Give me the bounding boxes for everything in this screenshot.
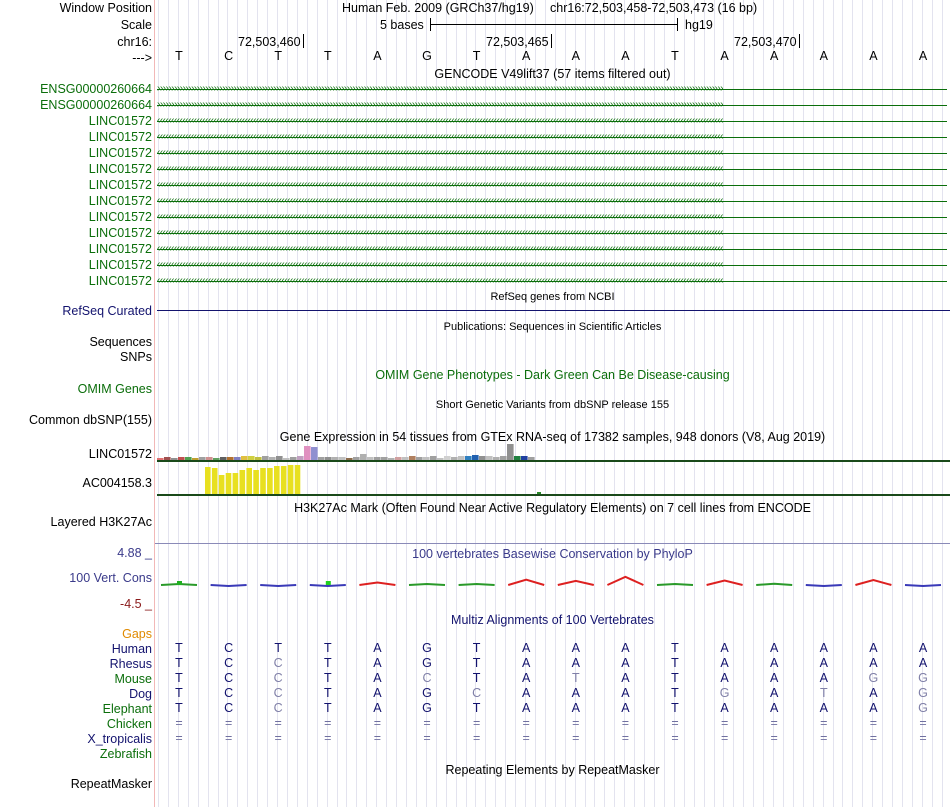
multiz-species-label[interactable]: Dog — [129, 687, 152, 701]
gtex-expression-chart[interactable] — [155, 440, 950, 500]
multiz-base: T — [323, 641, 332, 655]
gtex-ac-bar[interactable] — [295, 465, 301, 494]
scale-bar — [430, 24, 678, 25]
gtex-ac-bar[interactable] — [226, 473, 232, 494]
multiz-base: A — [819, 671, 828, 685]
gtex-linc-bar[interactable] — [514, 456, 521, 460]
multiz-base: = — [274, 716, 282, 730]
gencode-gene-label[interactable]: LINC01572 — [88, 274, 152, 288]
sequence-base: G — [422, 49, 432, 63]
gtex-linc-bar[interactable] — [409, 456, 416, 460]
scale-bar-left-cap — [430, 18, 431, 31]
sequence-base: A — [770, 49, 779, 63]
multiz-base: A — [621, 671, 630, 685]
conservation-mark — [310, 585, 346, 586]
gtex-linc-bar[interactable] — [213, 458, 220, 460]
multiz-base: = — [175, 731, 183, 745]
gtex-linc-bar[interactable] — [248, 456, 255, 460]
gtex-linc-bar[interactable] — [234, 457, 241, 460]
gtex-linc-bar[interactable] — [164, 457, 171, 460]
gencode-gene-label[interactable]: LINC01572 — [88, 258, 152, 272]
gtex-linc-bar[interactable] — [479, 456, 486, 460]
multiz-base: T — [571, 671, 580, 685]
multiz-base: T — [274, 641, 282, 655]
gencode-gene-line[interactable]: ‹‹‹‹‹‹‹‹‹‹‹‹‹‹‹‹‹‹‹‹‹‹‹‹‹‹‹‹‹‹‹‹‹‹‹‹‹‹‹‹‹‹‹‹‹‹‹‹‹‹‹‹‹‹‹‹‹‹‹‹‹‹‹‹‹‹‹‹‹‹‹‹‹‹‹‹‹‹‹‹‹‹‹‹‹‹‹‹‹‹‹‹‹‹‹‹‹‹‹‹‹‹‹‹‹‹‹‹‹‹‹‹‹‹‹‹‹‹‹‹‹‹‹‹‹‹‹‹‹‹‹‹‹‹‹‹‹‹‹‹‹‹‹‹‹‹‹‹‹‹‹‹‹‹‹‹‹‹‹‹‹‹‹‹‹‹‹‹‹‹‹‹‹‹‹‹‹‹‹‹‹‹‹‹‹‹‹‹‹‹‹‹‹‹‹‹‹‹‹‹ — [157, 228, 947, 238]
gtex-linc-bar[interactable] — [374, 457, 381, 460]
gtex-linc-bar[interactable] — [192, 458, 199, 460]
conservation-track-title[interactable]: 100 vertebrates Basewise Conservation by PhyloP — [412, 547, 693, 561]
multiz-base: G — [422, 686, 432, 700]
gtex-linc-bar[interactable] — [444, 456, 451, 460]
multiz-base: = — [770, 731, 778, 745]
gtex-linc-bar[interactable] — [206, 457, 213, 460]
multiz-base: C — [273, 686, 283, 700]
multiz-base: = — [423, 716, 431, 730]
refseq-track-title[interactable]: RefSeq genes from NCBI — [490, 291, 615, 303]
multiz-base: A — [571, 701, 580, 715]
multiz-base: C — [224, 686, 234, 700]
conservation-mark — [459, 584, 495, 585]
gtex-ac-bar[interactable] — [260, 468, 266, 494]
conservation-mark — [806, 585, 842, 586]
multiz-base: A — [373, 671, 382, 685]
gencode-gene-label[interactable]: LINC01572 — [88, 130, 152, 144]
omim-track-title[interactable]: OMIM Gene Phenotypes - Dark Green Can Be Disease-causing — [375, 368, 730, 382]
gtex-linc-bar[interactable] — [262, 456, 269, 460]
gtex-linc-bar[interactable] — [276, 456, 283, 460]
window-position-label[interactable]: Window Position — [59, 1, 152, 15]
gtex-linc-bar[interactable] — [465, 456, 472, 460]
gtex-ac-bar[interactable] — [281, 466, 287, 494]
multiz-base: = — [820, 716, 828, 730]
scale-label[interactable]: Scale — [120, 18, 152, 32]
refseq-track-label[interactable]: RefSeq Curated — [62, 304, 152, 318]
multiz-base: G — [918, 686, 928, 700]
gtex-linc-bar[interactable] — [255, 457, 262, 460]
multiz-base: = — [720, 716, 729, 730]
gtex-linc-bar[interactable] — [346, 458, 353, 460]
multiz-base: T — [472, 671, 481, 685]
gtex-linc-bar[interactable] — [332, 457, 339, 460]
gtex-linc-bar[interactable] — [269, 457, 276, 460]
multiz-track-title[interactable]: Multiz Alignments of 100 Vertebrates — [451, 613, 654, 627]
multiz-base: A — [373, 641, 382, 655]
gtex-linc-bar[interactable] — [395, 457, 402, 460]
conservation-mark-small — [326, 581, 331, 585]
h3k27ac-track-label[interactable]: Layered H3K27Ac — [50, 515, 152, 529]
multiz-base: C — [224, 671, 234, 685]
gtex-linc-bar[interactable] — [304, 446, 311, 460]
multiz-species-label[interactable]: Human — [111, 642, 152, 656]
conservation-mark — [707, 580, 743, 585]
multiz-base: A — [621, 656, 630, 670]
gencode-gene-label[interactable]: LINC01572 — [88, 178, 152, 192]
multiz-base: T — [671, 641, 679, 655]
gtex-baseline-2 — [157, 494, 950, 496]
multiz-base: T — [671, 656, 679, 670]
gtex-linc-bar[interactable] — [339, 457, 346, 460]
gencode-gene-label[interactable]: LINC01572 — [88, 242, 152, 256]
sequence-base: C — [224, 49, 234, 63]
gtex-linc-bar[interactable] — [178, 457, 185, 460]
coord-tick-3 — [799, 34, 800, 48]
gencode-gene-line[interactable]: ›››››››››››››››››››››››››››››››››››››››››››››››››››››››››››››››››››››››››››››››››››››››››››››››››››››››››››››››››››››››››››››››››››››››››››››››››››››››››››››››››››››››››››››››››››››››››››››››››››››››› — [157, 100, 947, 110]
gencode-gene-line[interactable]: ‹‹‹‹‹‹‹‹‹‹‹‹‹‹‹‹‹‹‹‹‹‹‹‹‹‹‹‹‹‹‹‹‹‹‹‹‹‹‹‹‹‹‹‹‹‹‹‹‹‹‹‹‹‹‹‹‹‹‹‹‹‹‹‹‹‹‹‹‹‹‹‹‹‹‹‹‹‹‹‹‹‹‹‹‹‹‹‹‹‹‹‹‹‹‹‹‹‹‹‹‹‹‹‹‹‹‹‹‹‹‹‹‹‹‹‹‹‹‹‹‹‹‹‹‹‹‹‹‹‹‹‹‹‹‹‹‹‹‹‹‹‹‹‹‹‹‹‹‹‹‹‹‹‹‹‹‹‹‹‹‹‹‹‹‹‹‹‹‹‹‹‹‹‹‹‹‹‹‹‹‹‹‹‹‹‹‹‹‹‹‹‹‹‹‹‹‹‹‹‹ — [157, 116, 947, 126]
multiz-base: T — [472, 701, 481, 715]
multiz-base: = — [373, 716, 382, 730]
multiz-base: A — [770, 671, 779, 685]
multiz-base: T — [472, 641, 481, 655]
gtex-ac-bar[interactable] — [233, 473, 239, 494]
gtex-linc-bar[interactable] — [227, 457, 234, 460]
conservation-mark — [409, 584, 445, 585]
repeatmasker-track-label[interactable]: RepeatMasker — [70, 777, 152, 791]
gtex-linc-bar[interactable] — [318, 457, 325, 460]
gtex-linc-bar[interactable] — [290, 457, 297, 460]
gencode-gene-line[interactable]: ‹‹‹‹‹‹‹‹‹‹‹‹‹‹‹‹‹‹‹‹‹‹‹‹‹‹‹‹‹‹‹‹‹‹‹‹‹‹‹‹‹‹‹‹‹‹‹‹‹‹‹‹‹‹‹‹‹‹‹‹‹‹‹‹‹‹‹‹‹‹‹‹‹‹‹‹‹‹‹‹‹‹‹‹‹‹‹‹‹‹‹‹‹‹‹‹‹‹‹‹‹‹‹‹‹‹‹‹‹‹‹‹‹‹‹‹‹‹‹‹‹‹‹‹‹‹‹‹‹‹‹‹‹‹‹‹‹‹‹‹‹‹‹‹‹‹‹‹‹‹‹‹‹‹‹‹‹‹‹‹‹‹‹‹‹‹‹‹‹‹‹‹‹‹‹‹‹‹‹‹‹‹‹‹‹‹‹‹‹‹‹‹‹‹‹‹‹‹‹‹ — [157, 244, 947, 254]
multiz-base: A — [522, 686, 531, 700]
multiz-base: G — [422, 656, 432, 670]
gtex-label-linc01572[interactable]: LINC01572 — [88, 447, 152, 461]
gencode-gene-line[interactable]: ‹‹‹‹‹‹‹‹‹‹‹‹‹‹‹‹‹‹‹‹‹‹‹‹‹‹‹‹‹‹‹‹‹‹‹‹‹‹‹‹‹‹‹‹‹‹‹‹‹‹‹‹‹‹‹‹‹‹‹‹‹‹‹‹‹‹‹‹‹‹‹‹‹‹‹‹‹‹‹‹‹‹‹‹‹‹‹‹‹‹‹‹‹‹‹‹‹‹‹‹‹‹‹‹‹‹‹‹‹‹‹‹‹‹‹‹‹‹‹‹‹‹‹‹‹‹‹‹‹‹‹‹‹‹‹‹‹‹‹‹‹‹‹‹‹‹‹‹‹‹‹‹‹‹‹‹‹‹‹‹‹‹‹‹‹‹‹‹‹‹‹‹‹‹‹‹‹‹‹‹‹‹‹‹‹‹‹‹‹‹‹‹‹‹‹‹‹‹‹‹ — [157, 132, 947, 142]
gtex-ac-bar[interactable] — [240, 470, 246, 494]
gtex-linc-bar[interactable] — [493, 457, 500, 460]
gencode-gene-label[interactable]: LINC01572 — [88, 146, 152, 160]
gtex-ac-bar[interactable] — [205, 467, 211, 494]
sequence-base: A — [720, 49, 729, 63]
gtex-linc-bar[interactable] — [500, 456, 507, 460]
sequence-base: T — [323, 49, 332, 63]
multiz-base: A — [621, 686, 630, 700]
sequence-base: T — [274, 49, 282, 63]
multiz-base: T — [323, 671, 332, 685]
coord-label-1: 72,503,460 — [238, 35, 301, 49]
multiz-base: = — [472, 716, 481, 730]
multiz-base: A — [522, 656, 531, 670]
multiz-base: C — [472, 686, 482, 700]
sequence-base: A — [571, 49, 580, 63]
gtex-linc-bar[interactable] — [367, 457, 374, 460]
multiz-base: T — [323, 686, 332, 700]
assembly-text: Human Feb. 2009 (GRCh37/hg19) — [342, 1, 534, 15]
multiz-base: G — [422, 641, 432, 655]
gtex-linc-bar[interactable] — [528, 457, 535, 460]
multiz-base: = — [621, 716, 630, 730]
multiz-base: = — [572, 716, 580, 730]
multiz-base: G — [868, 671, 879, 685]
multiz-base: = — [175, 716, 183, 730]
sequence-base: T — [671, 49, 679, 63]
gtex-linc-bar[interactable] — [353, 457, 360, 460]
conservation-mark-small — [177, 581, 182, 585]
multiz-base: C — [273, 701, 283, 715]
sequence-base: A — [819, 49, 828, 63]
gtex-linc-bar[interactable] — [297, 456, 304, 460]
repeatmasker-track-title[interactable]: Repeating Elements by RepeatMasker — [445, 763, 660, 777]
conservation-mark — [905, 585, 941, 586]
gencode-track-title[interactable]: GENCODE V49lift37 (57 items filtered out) — [434, 67, 671, 81]
multiz-base: A — [918, 656, 928, 670]
multiz-base: T — [175, 686, 183, 700]
multiz-base: T — [175, 701, 183, 715]
multiz-species-label[interactable]: Zebrafish — [99, 747, 152, 761]
h3k27ac-track-title[interactable]: H3K27Ac Mark (Often Found Near Active Regulatory Elements) on 7 cell lines from ENCODE — [294, 501, 811, 515]
gtex-ac-bar[interactable] — [274, 466, 280, 494]
gtex-linc-bar[interactable] — [360, 454, 367, 460]
multiz-base: T — [323, 701, 332, 715]
multiz-base: G — [719, 686, 730, 700]
multiz-base: A — [522, 641, 531, 655]
multiz-base: = — [373, 731, 382, 745]
gtex-linc-bar[interactable] — [437, 458, 444, 460]
multiz-base: A — [770, 656, 779, 670]
multiz-base: T — [819, 686, 828, 700]
conservation-mark — [558, 581, 594, 585]
multiz-base: = — [671, 716, 679, 730]
multiz-base: A — [373, 656, 382, 670]
h3k27ac-baseline — [155, 543, 950, 544]
gtex-track-title[interactable]: Gene Expression in 54 tissues from GTEx RNA-seq of 17382 samples, 948 donors (V8, Aug 2019) — [279, 430, 826, 444]
gtex-ac-bar-small[interactable] — [537, 492, 541, 494]
gtex-linc-bar[interactable] — [486, 456, 493, 460]
conservation-mark — [260, 585, 296, 586]
chrom-label[interactable]: chr16: — [117, 35, 152, 49]
gtex-linc-bar[interactable] — [416, 457, 423, 460]
conservation-max-label: 4.88 _ — [117, 546, 152, 560]
multiz-base: A — [918, 641, 928, 655]
multiz-base: = — [820, 731, 828, 745]
gtex-linc-bar[interactable] — [325, 457, 332, 460]
sequence-base: A — [522, 49, 531, 63]
multiz-base: G — [918, 701, 928, 715]
multiz-base: G — [918, 671, 928, 685]
multiz-base: A — [373, 701, 382, 715]
gtex-ac-bar[interactable] — [288, 465, 294, 494]
sequence-base: A — [373, 49, 382, 63]
multiz-base: C — [224, 656, 234, 670]
gtex-linc-bar[interactable] — [157, 458, 164, 460]
multiz-base: C — [273, 671, 283, 685]
multiz-base: A — [720, 701, 729, 715]
gtex-linc-bar[interactable] — [507, 444, 514, 460]
multiz-base: = — [720, 731, 729, 745]
multiz-base: A — [621, 701, 630, 715]
sequence-base: A — [869, 49, 878, 63]
multiz-species-label[interactable]: X_tropicalis — [87, 732, 152, 746]
multiz-base: A — [522, 671, 531, 685]
gtex-linc-bar[interactable] — [472, 455, 479, 460]
multiz-base: T — [671, 671, 679, 685]
gtex-linc-bar[interactable] — [311, 447, 318, 460]
multiz-base: = — [671, 731, 679, 745]
coord-label-2: 72,503,465 — [486, 35, 549, 49]
sequences-track-label[interactable]: Sequences — [89, 335, 152, 349]
multiz-base: = — [522, 716, 530, 730]
multiz-base: A — [770, 701, 779, 715]
gtex-ac-bar[interactable] — [246, 468, 252, 494]
multiz-base: T — [671, 686, 679, 700]
gtex-linc-bar[interactable] — [451, 457, 458, 460]
gencode-gene-line[interactable]: ‹‹‹‹‹‹‹‹‹‹‹‹‹‹‹‹‹‹‹‹‹‹‹‹‹‹‹‹‹‹‹‹‹‹‹‹‹‹‹‹‹‹‹‹‹‹‹‹‹‹‹‹‹‹‹‹‹‹‹‹‹‹‹‹‹‹‹‹‹‹‹‹‹‹‹‹‹‹‹‹‹‹‹‹‹‹‹‹‹‹‹‹‹‹‹‹‹‹‹‹‹‹‹‹‹‹‹‹‹‹‹‹‹‹‹‹‹‹‹‹‹‹‹‹‹‹‹‹‹‹‹‹‹‹‹‹‹‹‹‹‹‹‹‹‹‹‹‹‹‹‹‹‹‹‹‹‹‹‹‹‹‹‹‹‹‹‹‹‹‹‹‹‹‹‹‹‹‹‹‹‹‹‹‹‹‹‹‹‹‹‹‹‹‹‹‹‹‹‹‹ — [157, 164, 947, 174]
multiz-base: = — [224, 716, 233, 730]
multiz-species-label[interactable]: Chicken — [106, 717, 152, 731]
multiz-base: C — [224, 701, 234, 715]
gencode-gene-line[interactable]: ‹‹‹‹‹‹‹‹‹‹‹‹‹‹‹‹‹‹‹‹‹‹‹‹‹‹‹‹‹‹‹‹‹‹‹‹‹‹‹‹‹‹‹‹‹‹‹‹‹‹‹‹‹‹‹‹‹‹‹‹‹‹‹‹‹‹‹‹‹‹‹‹‹‹‹‹‹‹‹‹‹‹‹‹‹‹‹‹‹‹‹‹‹‹‹‹‹‹‹‹‹‹‹‹‹‹‹‹‹‹‹‹‹‹‹‹‹‹‹‹‹‹‹‹‹‹‹‹‹‹‹‹‹‹‹‹‹‹‹‹‹‹‹‹‹‹‹‹‹‹‹‹‹‹‹‹‹‹‹‹‹‹‹‹‹‹‹‹‹‹‹‹‹‹‹‹‹‹‹‹‹‹‹‹‹‹‹‹‹‹‹‹‹‹‹‹‹‹‹‹ — [157, 276, 947, 286]
gencode-gene-label[interactable]: LINC01572 — [88, 226, 152, 240]
gencode-gene-label[interactable]: ENSG00000260664 — [40, 82, 152, 96]
conservation-mark — [855, 580, 891, 585]
assembly-short: hg19 — [685, 18, 713, 32]
gtex-ac-bar[interactable] — [219, 475, 225, 494]
multiz-base: A — [819, 641, 828, 655]
gencode-gene-label[interactable]: LINC01572 — [88, 194, 152, 208]
gencode-gene-line[interactable]: ‹‹‹‹‹‹‹‹‹‹‹‹‹‹‹‹‹‹‹‹‹‹‹‹‹‹‹‹‹‹‹‹‹‹‹‹‹‹‹‹‹‹‹‹‹‹‹‹‹‹‹‹‹‹‹‹‹‹‹‹‹‹‹‹‹‹‹‹‹‹‹‹‹‹‹‹‹‹‹‹‹‹‹‹‹‹‹‹‹‹‹‹‹‹‹‹‹‹‹‹‹‹‹‹‹‹‹‹‹‹‹‹‹‹‹‹‹‹‹‹‹‹‹‹‹‹‹‹‹‹‹‹‹‹‹‹‹‹‹‹‹‹‹‹‹‹‹‹‹‹‹‹‹‹‹‹‹‹‹‹‹‹‹‹‹‹‹‹‹‹‹‹‹‹‹‹‹‹‹‹‹‹‹‹‹‹‹‹‹‹‹‹‹‹‹‹‹‹‹‹ — [157, 212, 947, 222]
sequence-base: T — [175, 49, 183, 63]
conservation-mark — [657, 584, 693, 585]
multiz-base: = — [919, 716, 927, 730]
position-text: chr16:72,503,458-72,503,473 (16 bp) — [550, 1, 758, 15]
multiz-base: A — [869, 656, 878, 670]
multiz-base: A — [571, 686, 580, 700]
conservation-mark — [359, 583, 395, 585]
conservation-mark — [607, 577, 643, 585]
conservation-mark — [756, 584, 792, 585]
gtex-linc-bar[interactable] — [388, 458, 395, 460]
gtex-baseline-1 — [157, 460, 950, 462]
multiz-base: = — [274, 731, 282, 745]
gencode-gene-label[interactable]: ENSG00000260664 — [40, 98, 152, 112]
multiz-base: A — [720, 641, 729, 655]
conservation-min-label: -4.5 _ — [120, 597, 152, 611]
conservation-mark — [211, 585, 247, 586]
strand-label: ---> — [132, 51, 152, 65]
gencode-gene-label[interactable]: LINC01572 — [88, 210, 152, 224]
multiz-base: = — [472, 731, 481, 745]
conservation-track-label[interactable]: 100 Vert. Cons — [69, 571, 152, 585]
gencode-gene-line[interactable]: ‹‹‹‹‹‹‹‹‹‹‹‹‹‹‹‹‹‹‹‹‹‹‹‹‹‹‹‹‹‹‹‹‹‹‹‹‹‹‹‹‹‹‹‹‹‹‹‹‹‹‹‹‹‹‹‹‹‹‹‹‹‹‹‹‹‹‹‹‹‹‹‹‹‹‹‹‹‹‹‹‹‹‹‹‹‹‹‹‹‹‹‹‹‹‹‹‹‹‹‹‹‹‹‹‹‹‹‹‹‹‹‹‹‹‹‹‹‹‹‹‹‹‹‹‹‹‹‹‹‹‹‹‹‹‹‹‹‹‹‹‹‹‹‹‹‹‹‹‹‹‹‹‹‹‹‹‹‹‹‹‹‹‹‹‹‹‹‹‹‹‹‹‹‹‹‹‹‹‹‹‹‹‹‹‹‹‹‹‹‹‹‹‹‹‹‹‹‹‹‹ — [157, 148, 947, 158]
multiz-base: T — [175, 656, 183, 670]
gencode-gene-line[interactable]: ‹‹‹‹‹‹‹‹‹‹‹‹‹‹‹‹‹‹‹‹‹‹‹‹‹‹‹‹‹‹‹‹‹‹‹‹‹‹‹‹‹‹‹‹‹‹‹‹‹‹‹‹‹‹‹‹‹‹‹‹‹‹‹‹‹‹‹‹‹‹‹‹‹‹‹‹‹‹‹‹‹‹‹‹‹‹‹‹‹‹‹‹‹‹‹‹‹‹‹‹‹‹‹‹‹‹‹‹‹‹‹‹‹‹‹‹‹‹‹‹‹‹‹‹‹‹‹‹‹‹‹‹‹‹‹‹‹‹‹‹‹‹‹‹‹‹‹‹‹‹‹‹‹‹‹‹‹‹‹‹‹‹‹‹‹‹‹‹‹‹‹‹‹‹‹‹‹‹‹‹‹‹‹‹‹‹‹‹‹‹‹‹‹‹‹‹‹‹‹‹ — [157, 260, 947, 270]
gtex-label-ac004158[interactable]: AC004158.3 — [82, 476, 152, 490]
multiz-base: = — [869, 716, 878, 730]
multiz-species-label[interactable]: Elephant — [102, 702, 152, 716]
multiz-base: = — [919, 731, 927, 745]
multiz-base: = — [621, 731, 630, 745]
gencode-gene-label[interactable]: LINC01572 — [88, 162, 152, 176]
snps-track-label[interactable]: SNPs — [120, 350, 152, 364]
dbsnp-track-title[interactable]: Short Genetic Variants from dbSNP release 155 — [435, 399, 670, 411]
conservation-mark — [508, 580, 544, 585]
coord-tick-1 — [303, 34, 304, 48]
multiz-base: = — [869, 731, 878, 745]
multiz-base: A — [819, 656, 828, 670]
coord-label-3: 72,503,470 — [734, 35, 797, 49]
multiz-base: A — [869, 686, 878, 700]
gtex-linc-bar[interactable] — [283, 458, 290, 460]
multiz-base: C — [273, 656, 283, 670]
sequence-base: T — [472, 49, 481, 63]
multiz-base: = — [423, 731, 431, 745]
multiz-base: = — [324, 716, 332, 730]
gtex-linc-bar[interactable] — [402, 457, 409, 460]
multiz-base: = — [522, 731, 530, 745]
multiz-base: A — [720, 671, 729, 685]
multiz-base: = — [770, 716, 778, 730]
publications-track-title[interactable]: Publications: Sequences in Scientific Articles — [443, 321, 662, 333]
multiz-base: = — [324, 731, 332, 745]
gencode-gene-line[interactable]: ›››››››››››››››››››››››››››››››››››››››››››››››››››››››››››››››››››››››››››››››››››››››››››››››››››››››››››››››››››››››››››››››››››››››››››››››››››››››››››››››››››››››››››››››››››››››››››››››››››››››› — [157, 84, 947, 94]
gencode-gene-line[interactable]: ‹‹‹‹‹‹‹‹‹‹‹‹‹‹‹‹‹‹‹‹‹‹‹‹‹‹‹‹‹‹‹‹‹‹‹‹‹‹‹‹‹‹‹‹‹‹‹‹‹‹‹‹‹‹‹‹‹‹‹‹‹‹‹‹‹‹‹‹‹‹‹‹‹‹‹‹‹‹‹‹‹‹‹‹‹‹‹‹‹‹‹‹‹‹‹‹‹‹‹‹‹‹‹‹‹‹‹‹‹‹‹‹‹‹‹‹‹‹‹‹‹‹‹‹‹‹‹‹‹‹‹‹‹‹‹‹‹‹‹‹‹‹‹‹‹‹‹‹‹‹‹‹‹‹‹‹‹‹‹‹‹‹‹‹‹‹‹‹‹‹‹‹‹‹‹‹‹‹‹‹‹‹‹‹‹‹‹‹‹‹‹‹‹‹‹‹‹‹‹‹ — [157, 196, 947, 206]
multiz-base: G — [422, 701, 432, 715]
scale-text: 5 bases — [380, 18, 424, 32]
sequence-base: A — [621, 49, 630, 63]
dbsnp-track-label[interactable]: Common dbSNP(155) — [29, 413, 152, 427]
multiz-base: = — [224, 731, 233, 745]
multiz-base: A — [720, 656, 729, 670]
multiz-base: A — [522, 701, 531, 715]
multiz-base: A — [770, 686, 779, 700]
conservation-chart[interactable] — [155, 562, 950, 602]
gtex-linc-bar[interactable] — [220, 457, 227, 460]
gtex-linc-bar[interactable] — [381, 457, 388, 460]
gtex-linc-bar[interactable] — [185, 457, 192, 460]
gtex-linc-bar[interactable] — [521, 456, 528, 460]
gaps-label[interactable]: Gaps — [122, 627, 152, 641]
multiz-base: A — [571, 641, 580, 655]
multiz-base: A — [621, 641, 630, 655]
multiz-base: A — [869, 701, 878, 715]
gtex-linc-bar[interactable] — [171, 458, 178, 460]
sequence-base: A — [918, 49, 928, 63]
multiz-species-label[interactable]: Mouse — [114, 672, 152, 686]
gtex-linc-bar[interactable] — [241, 456, 248, 460]
multiz-base: T — [175, 641, 183, 655]
gtex-ac-bar[interactable] — [267, 468, 273, 494]
gtex-ac-bar[interactable] — [253, 470, 259, 494]
gtex-linc-bar[interactable] — [199, 457, 206, 460]
multiz-species-label[interactable]: Rhesus — [109, 657, 152, 671]
multiz-base: T — [472, 656, 481, 670]
multiz-base: A — [819, 701, 828, 715]
multiz-base: C — [422, 671, 432, 685]
multiz-base: A — [571, 656, 580, 670]
multiz-base: A — [869, 641, 878, 655]
multiz-base: T — [175, 671, 183, 685]
coord-tick-2 — [551, 34, 552, 48]
gtex-ac-bar[interactable] — [212, 468, 218, 494]
refseq-gene-line[interactable] — [157, 310, 950, 311]
gtex-linc-bar[interactable] — [430, 456, 437, 460]
gencode-gene-line[interactable]: ‹‹‹‹‹‹‹‹‹‹‹‹‹‹‹‹‹‹‹‹‹‹‹‹‹‹‹‹‹‹‹‹‹‹‹‹‹‹‹‹‹‹‹‹‹‹‹‹‹‹‹‹‹‹‹‹‹‹‹‹‹‹‹‹‹‹‹‹‹‹‹‹‹‹‹‹‹‹‹‹‹‹‹‹‹‹‹‹‹‹‹‹‹‹‹‹‹‹‹‹‹‹‹‹‹‹‹‹‹‹‹‹‹‹‹‹‹‹‹‹‹‹‹‹‹‹‹‹‹‹‹‹‹‹‹‹‹‹‹‹‹‹‹‹‹‹‹‹‹‹‹‹‹‹‹‹‹‹‹‹‹‹‹‹‹‹‹‹‹‹‹‹‹‹‹‹‹‹‹‹‹‹‹‹‹‹‹‹‹‹‹‹‹‹‹‹‹‹‹‹ — [157, 180, 947, 190]
gencode-gene-label[interactable]: LINC01572 — [88, 114, 152, 128]
multiz-base: A — [770, 641, 779, 655]
gtex-linc-bar[interactable] — [458, 456, 465, 460]
multiz-base: T — [323, 656, 332, 670]
omim-track-label[interactable]: OMIM Genes — [77, 382, 152, 396]
gtex-linc-bar[interactable] — [423, 457, 430, 460]
multiz-base: A — [373, 686, 382, 700]
multiz-base: C — [224, 641, 234, 655]
multiz-base: = — [572, 731, 580, 745]
scale-bar-right-cap — [677, 18, 678, 31]
multiz-base: T — [671, 701, 679, 715]
